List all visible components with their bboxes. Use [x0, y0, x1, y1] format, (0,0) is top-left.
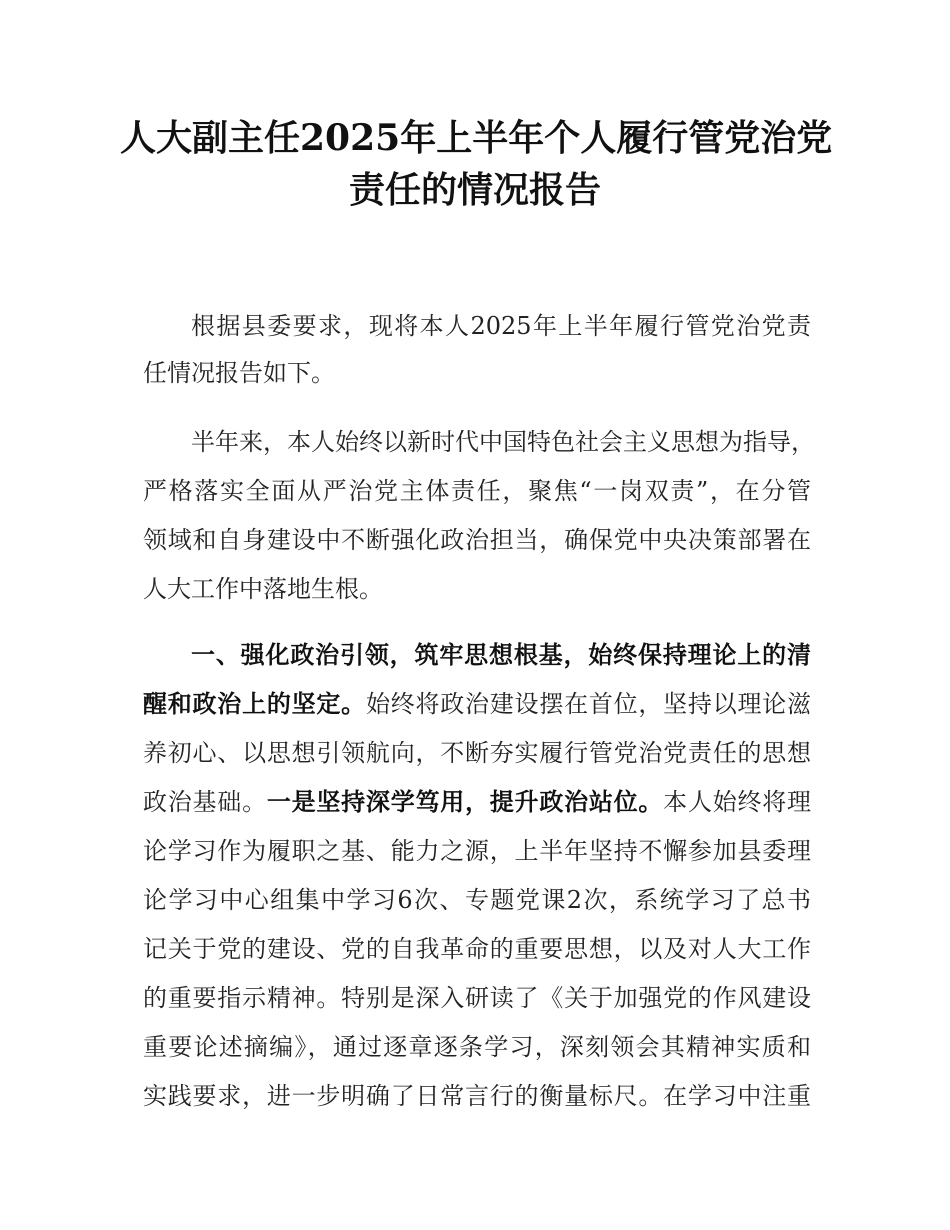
subheading-1: 一是坚持深学笃用，提升政治站位。	[266, 788, 664, 816]
paragraph-3-line-10: 实践要求，进一步明确了日常言行的衡量标尺。在学习中注重	[143, 1082, 811, 1110]
paragraph-2-line-1: 半年来，本人始终以新时代中国特色社会主义思想为指导，	[191, 428, 815, 456]
paragraph-3-text: 政治基础。	[143, 788, 267, 816]
paragraph-3-line-5: 论学习作为履职之基、能力之源，上半年坚持不懈参加县委理	[143, 837, 811, 865]
section-heading-1: 一、强化政治引领，筑牢思想根基，始终保持理论上的清	[191, 641, 811, 669]
paragraph-1-line-2: 任情况报告如下。	[143, 359, 335, 387]
paragraph-3-line-8: 的重要指示精神。特别是深入研读了《关于加强党的作风建设	[143, 984, 811, 1012]
paragraph-3-line-9: 重要论述摘编》，通过逐章逐条学习，深刻领会其精神实质和	[143, 1033, 811, 1061]
paragraph-3-line-3: 养初心、以思想引领航向，不断夯实履行管党治党责任的思想	[143, 739, 811, 767]
paragraph-1-line-1: 根据县委要求，现将本人2025年上半年履行管党治党责	[191, 312, 811, 340]
paragraph-3-line-6: 论学习中心组集中学习6次、专题党课2次，系统学习了总书	[143, 886, 811, 914]
paragraph-3-text: 始终将政治建设摆在首位，坚持以理论滋	[365, 690, 812, 718]
paragraph-3-line-2	[143, 686, 811, 722]
paragraph-3-line-7: 记关于党的建设、党的自我革命的重要思想，以及对人大工作	[143, 935, 811, 963]
document-title-line-1: 人大副主任2025年上半年个人履行管党治党	[120, 117, 833, 159]
paragraph-3-text: 本人始终将理	[663, 788, 812, 816]
paragraph-2-line-4: 人大工作中落地生根。	[143, 575, 383, 603]
paragraph-2-line-2: 严格落实全面从严治党主体责任，聚焦“一岗双责”，在分管	[143, 477, 811, 505]
paragraph-2-line-3: 领域和自身建设中不断强化政治担当，确保党中央决策部署在	[143, 526, 811, 554]
document-title-line-2: 责任的情况报告	[348, 169, 601, 211]
paragraph-3-line-4	[143, 784, 811, 820]
paragraph-3-line-1	[191, 637, 811, 673]
section-heading-1-end: 醒和政治上的坚定。	[143, 690, 366, 718]
